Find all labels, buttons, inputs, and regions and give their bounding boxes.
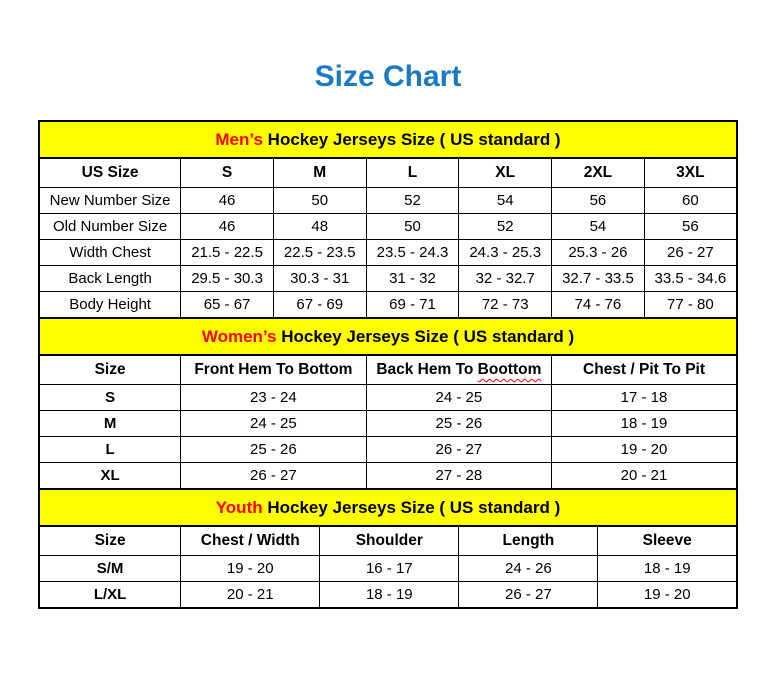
- table-cell: 56: [644, 214, 737, 240]
- column-header: L: [366, 158, 459, 188]
- table-cell: 52: [366, 188, 459, 214]
- row-label: Width Chest: [39, 240, 181, 266]
- table-cell: 25.3 - 26: [552, 240, 645, 266]
- table-row: [39, 437, 737, 463]
- column-header: XL: [459, 158, 552, 188]
- table-cell: 46: [181, 188, 274, 214]
- table-cell: 50: [366, 214, 459, 240]
- table-cell: 17 - 18: [552, 385, 737, 411]
- banner-accent: Youth: [215, 498, 263, 517]
- column-header: Chest / Width: [181, 526, 320, 556]
- table-row: [39, 240, 737, 266]
- table-cell: 19 - 20: [181, 556, 320, 582]
- banner-text: Hockey Jerseys Size ( US standard ): [267, 498, 561, 517]
- table-cell: 23 - 24: [181, 385, 366, 411]
- table-cell: 25 - 26: [366, 411, 551, 437]
- row-label: New Number Size: [39, 188, 181, 214]
- table-row: [39, 582, 737, 609]
- column-header: Length: [459, 526, 598, 556]
- misspelled-word-squiggle: Boottom: [477, 361, 542, 378]
- row-label: S/M: [39, 556, 181, 582]
- column-header: 2XL: [552, 158, 645, 188]
- row-label: Back Length: [39, 266, 181, 292]
- table-cell: 19 - 20: [552, 437, 737, 463]
- page-title: Size Chart: [314, 60, 462, 93]
- table-row: [39, 292, 737, 319]
- banner-text: Hockey Jerseys Size ( US standard ): [281, 327, 575, 346]
- table-row: [39, 411, 737, 437]
- table-cell: 24 - 25: [366, 385, 551, 411]
- table-cell: 77 - 80: [644, 292, 737, 319]
- table-cell: 54: [459, 188, 552, 214]
- size-table-mens: [38, 157, 738, 319]
- column-header: M: [273, 158, 366, 188]
- table-row: [39, 214, 737, 240]
- table-cell: 24.3 - 25.3: [459, 240, 552, 266]
- table-header-row: [39, 355, 737, 385]
- table-cell: 60: [644, 188, 737, 214]
- table-cell: 29.5 - 30.3: [181, 266, 274, 292]
- table-header-row: [39, 158, 737, 188]
- row-label: Old Number Size: [39, 214, 181, 240]
- table-cell: 31 - 32: [366, 266, 459, 292]
- column-header: 3XL: [644, 158, 737, 188]
- table-row: [39, 266, 737, 292]
- table-cell: 69 - 71: [366, 292, 459, 319]
- banner-text: Hockey Jerseys Size ( US standard ): [267, 130, 561, 149]
- table-cell: 19 - 20: [598, 582, 737, 609]
- table-cell: 27 - 28: [366, 463, 551, 490]
- column-header: Back Hem To Boottom: [366, 355, 551, 385]
- banner-accent: Women’s: [201, 327, 277, 346]
- table-cell: 67 - 69: [273, 292, 366, 319]
- table-cell: 16 - 17: [320, 556, 459, 582]
- table-row: [39, 385, 737, 411]
- section-banner-womens: [38, 317, 738, 356]
- table-cell: 50: [273, 188, 366, 214]
- row-label: S: [39, 385, 181, 411]
- table-cell: 23.5 - 24.3: [366, 240, 459, 266]
- column-header: Front Hem To Bottom: [181, 355, 366, 385]
- table-row: [39, 188, 737, 214]
- table-cell: 74 - 76: [552, 292, 645, 319]
- table-cell: 30.3 - 31: [273, 266, 366, 292]
- section-banner-youth: [38, 488, 738, 527]
- table-cell: 26 - 27: [459, 582, 598, 609]
- row-label: Body Height: [39, 292, 181, 319]
- column-header: Size: [39, 355, 181, 385]
- banner-accent: Men’s: [215, 130, 263, 149]
- table-cell: 18 - 19: [320, 582, 459, 609]
- section-banner-mens: [38, 120, 738, 159]
- table-cell: 56: [552, 188, 645, 214]
- table-cell: 32 - 32.7: [459, 266, 552, 292]
- table-cell: 54: [552, 214, 645, 240]
- table-cell: 26 - 27: [181, 463, 366, 490]
- table-cell: 26 - 27: [644, 240, 737, 266]
- table-cell: 26 - 27: [366, 437, 551, 463]
- table-cell: 18 - 19: [552, 411, 737, 437]
- table-cell: 48: [273, 214, 366, 240]
- table-cell: 24 - 25: [181, 411, 366, 437]
- table-cell: 20 - 21: [181, 582, 320, 609]
- table-cell: 72 - 73: [459, 292, 552, 319]
- table-cell: 65 - 67: [181, 292, 274, 319]
- table-row: [39, 463, 737, 490]
- column-header: Sleeve: [598, 526, 737, 556]
- column-header: S: [181, 158, 274, 188]
- row-label: XL: [39, 463, 181, 490]
- column-header: Shoulder: [320, 526, 459, 556]
- table-header-row: [39, 526, 737, 556]
- table-cell: 22.5 - 23.5: [273, 240, 366, 266]
- table-cell: 46: [181, 214, 274, 240]
- row-label: L: [39, 437, 181, 463]
- table-cell: 21.5 - 22.5: [181, 240, 274, 266]
- table-row: [39, 556, 737, 582]
- table-cell: 20 - 21: [552, 463, 737, 490]
- size-table-youth: [38, 525, 738, 609]
- column-header: Chest / Pit To Pit: [552, 355, 737, 385]
- size-table-womens: [38, 354, 738, 490]
- table-cell: 32.7 - 33.5: [552, 266, 645, 292]
- row-label: L/XL: [39, 582, 181, 609]
- row-label: M: [39, 411, 181, 437]
- table-cell: 52: [459, 214, 552, 240]
- column-header: Size: [39, 526, 181, 556]
- column-header: US Size: [39, 158, 181, 188]
- table-cell: 33.5 - 34.6: [644, 266, 737, 292]
- table-cell: 25 - 26: [181, 437, 366, 463]
- size-tables-container: [38, 120, 738, 609]
- table-cell: 24 - 26: [459, 556, 598, 582]
- table-cell: 18 - 19: [598, 556, 737, 582]
